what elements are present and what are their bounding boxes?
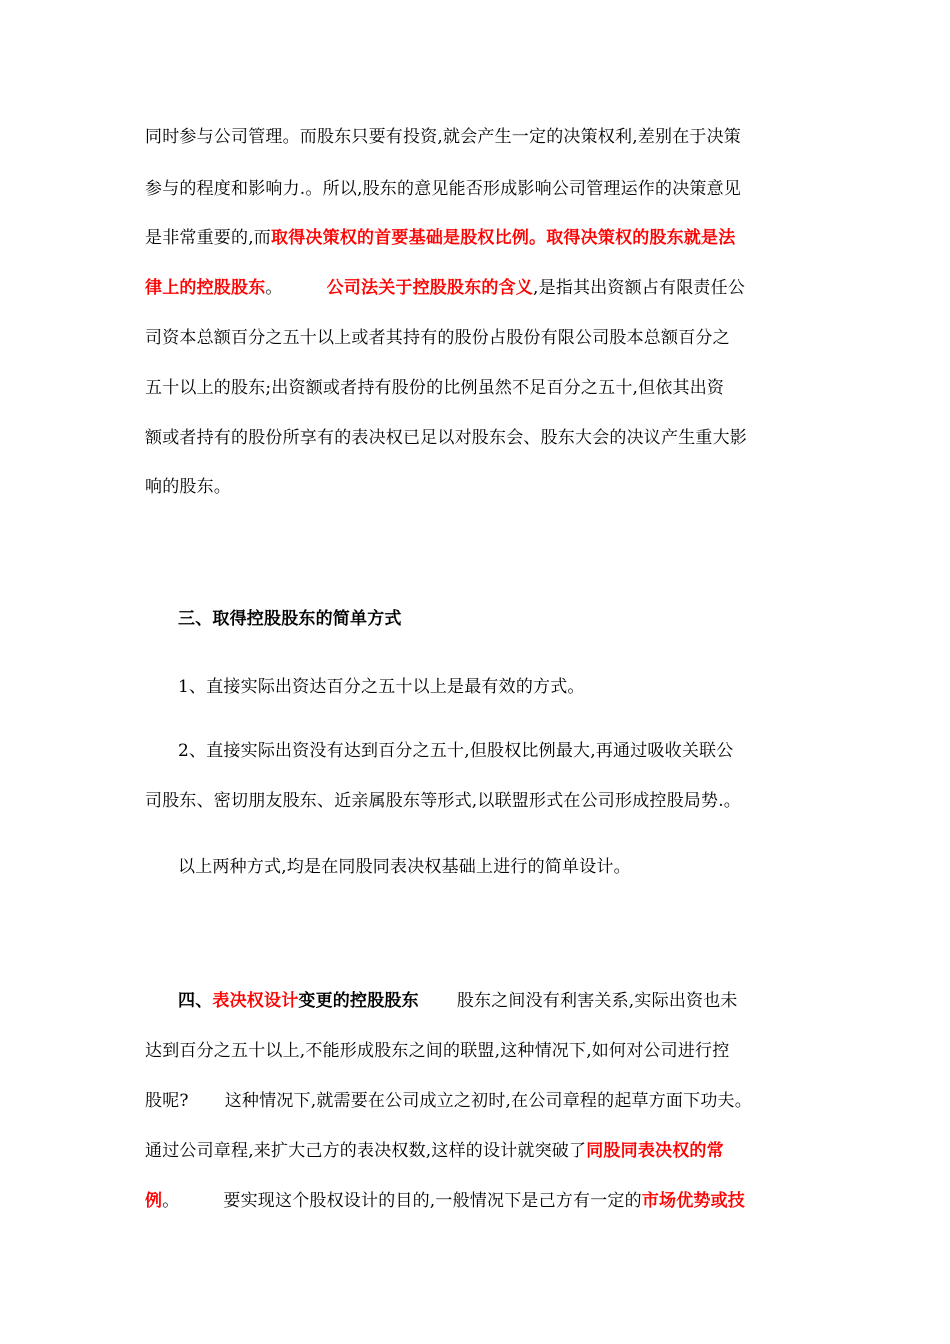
section3-item-2-line-2 [145,790,741,812]
highlight-red: 公司法关于控股股东的含义 [326,278,534,298]
highlight-red: 取得决策权的股东就是法 [546,228,736,248]
highlight-red: 表决权设计 [212,991,299,1011]
text-run: 通过公司章程,来扩大己方的表决权数,这样的设计就突破了 [145,1141,587,1161]
para1-line-7 [145,427,747,449]
section4-line-3 [145,1090,752,1112]
highlight-red: 例 [145,1191,163,1211]
highlight-red: 取得决策权的首要基础是股权比例 [271,228,530,248]
text-run: 。 [529,228,547,248]
section3-summary [178,856,631,878]
text-run: 2、直接实际出资没有达到百分之五十,但股权比例最大,再通过吸收关联公 [178,741,734,761]
heading-text: 三、取得控股股东的简单方式 [178,609,402,629]
para1-line-5 [145,327,730,349]
section4-line-2 [145,1040,729,1062]
text-run: 以上两种方式,均是在同股同表决权基础上进行的简单设计。 [178,857,631,877]
para1-line-2 [145,178,741,200]
highlight-red: 同股同表决权的常 [586,1141,724,1161]
section4-line-4 [145,1140,724,1162]
text-run: 司股东、密切朋友股东、近亲属股东等形式,以联盟形式在公司形成控股局势.。 [145,791,742,811]
para1-line-4 [145,277,745,299]
text-run: 这种情况下,就需要在公司成立之初时,在公司章程的起草方面下功夫。 [224,1091,752,1111]
text-run: 。 [162,1191,180,1211]
section4-line-5 [145,1190,745,1212]
para1-line-3 [145,227,735,249]
section3-item-2-line-1 [178,740,733,762]
text-run: 是非常重要的,而 [145,228,272,248]
text-run: 要实现这个股权设计的目的,一般情况下是己方有一定的 [223,1191,642,1211]
highlight-red: 律上的控股股东 [145,278,266,298]
section3-heading [178,608,402,630]
text-run: 司资本总额百分之五十以上或者其持有的股份占股份有限公司股本总额百分之 [145,328,730,348]
text-run: 额或者持有的股份所享有的表决权已足以对股东会、股东大会的决议产生重大影 [145,428,747,448]
heading-text: 四、 [178,991,213,1011]
section4-line-1 [178,990,738,1012]
text-run: 响的股东。 [145,477,231,497]
text-run: ,是指其出资额占有限责任公 [533,278,746,298]
para1-line-8 [145,476,231,498]
text-run: 股东之间没有利害关系,实际出资也未 [456,991,738,1011]
text-run: 达到百分之五十以上,不能形成股东之间的联盟,这种情况下,如何对公司进行控 [145,1041,730,1061]
heading-text: 变更的控股股东 [298,991,419,1011]
text-run: 股呢? [145,1091,189,1111]
text-run: 参与的程度和影响力.。所以,股东的意见能否形成影响公司管理运作的决策意见 [145,179,742,199]
para1-line-1 [145,126,741,148]
text-run: 1、直接实际出资达百分之五十以上是最有效的方式。 [178,677,585,697]
text-run: 。 [265,278,283,298]
text-run: 同时参与公司管理。而股东只要有投资,就会产生一定的决策权利,差别在于决策 [145,127,742,147]
section3-item-1 [178,676,585,698]
para1-line-6 [145,377,724,399]
highlight-red: 市场优势或技 [641,1191,746,1211]
text-run: 五十以上的股东;出资额或者持有股份的比例虽然不足百分之五十,但依其出资 [145,378,725,398]
